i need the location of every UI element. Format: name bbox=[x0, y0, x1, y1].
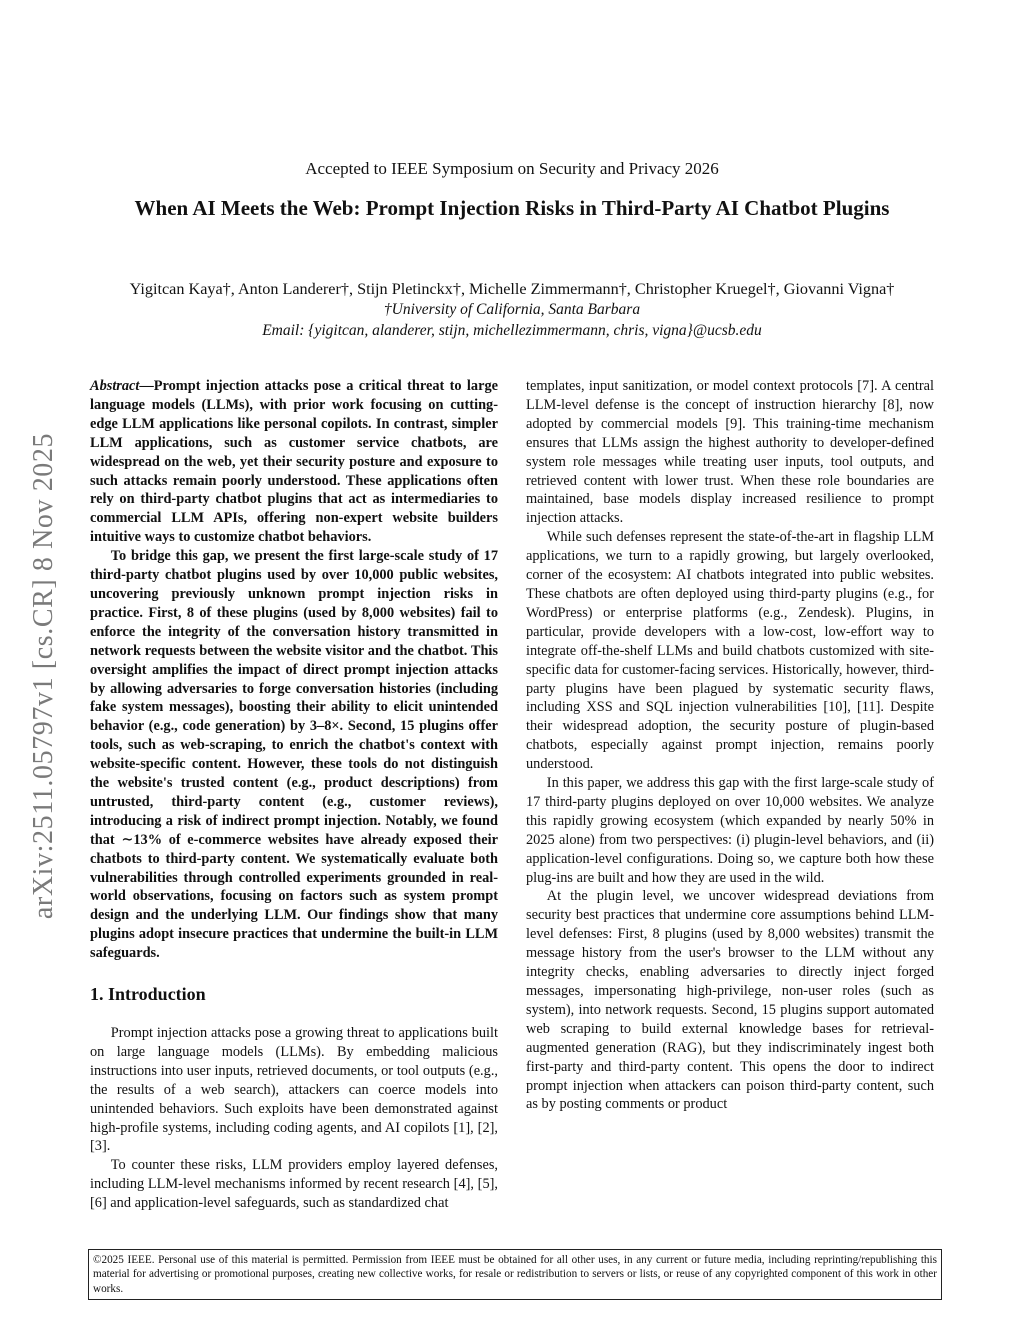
right-column bbox=[526, 377, 934, 1114]
arxiv-identifier: arXiv:2511.05797v1 [cs.CR] 8 Nov 2025 bbox=[28, 432, 59, 920]
section-heading-introduction: 1. Introduction bbox=[90, 984, 206, 1005]
intro-paragraph-3: While such defenses represent the state-of-the-art in flagship LLM applications, we turn to a rapidly growing, but largely overlooked, corner of the ecosystem: AI chatbots integrated into public websites. These chatbots are often deployed using third-party plugins (e.g., for WordPress) or enterprise platforms (e.g., Zendesk). Plugins, in particular, provide developers with a low-cost, low-effort way to integrate off-the-shelf LLMs and build chatbots customized with site-specific data for customer-facing services. Historically, however, third-party plugins have been plagued by systematic security flaws, including XSS and SQL injection vulnerabilities [10], [11]. Despite their widespread adoption, the security posture of plugin-based chatbots, especially against prompt injection, remains poorly understood. bbox=[526, 529, 934, 773]
intro-paragraph-5: At the plugin level, we uncover widespread deviations from security best practices that undermine core assumptions behind LLM-level defenses: First, 8 plugins (used by 8,000 websites) transmit the message history from the user's browser to the LLM without any integrity checks, enabling adversaries to directly inject forged messages, impersonating high-privilege, non-user roles (such as system), into network requests. Second, 15 plugins support automated web scraping to build external knowledge bases for retrieval-augmented generation (RAG), but they indiscriminately ingest both first-party and third-party content. This opens the door to indirect prompt injection when attackers can poison third-party content, such as by posting comments or product bbox=[526, 888, 934, 1113]
venue-line: Accepted to IEEE Symposium on Security and Privacy 2026 bbox=[305, 159, 719, 178]
left-column bbox=[90, 377, 498, 1213]
paper-title: When AI Meets the Web: Prompt Injection Risks in Third-Party AI Chatbot Plugins bbox=[134, 196, 890, 220]
abstract-text-1: —Prompt injection attacks pose a critical threat to large language models (LLMs), with prior work focusing on cutting-edge LLM applications like personal copilots. In contrast, simpler LLM applications, such as customer service chatbots, are widespread on the web, yet their security posture and exposure to such attacks remain poorly understood. These applications often rely on third-party chatbot plugins that act as intermediaries to commercial LLM APIs, offering non-expert website builders intuitive ways to customize chatbot behaviors. bbox=[90, 378, 498, 546]
intro-paragraph-1: Prompt injection attacks pose a growing threat to applications built on large language models (LLMs). By embedding malicious instructions into user inputs, retrieved documents, or tool outputs (e.g., the results of a web search), attackers can coerce models into unintended behaviors. Such exploits have been demonstrated against high-profile systems, including coding agents, and AI copilots [1], [2], [3]. bbox=[90, 1025, 498, 1155]
email-line: Email: {yigitcan, alanderer, stijn, michellezimmermann, chris, vigna}@ucsb.edu bbox=[262, 322, 762, 339]
abstract-label: Abstract bbox=[90, 378, 140, 394]
abstract-paragraph-2: To bridge this gap, we present the first large-scale study of 17 third-party chatbot plugins used by over 10,000 public websites, uncovering previously unknown prompt injection risks in practice. First, 8 of these plugins (used by 8,000 websites) fail to enforce the integrity of the conversation history transmitted in network requests between the website visitor and the chatbot. This oversight amplifies the impact of direct prompt injection attacks by allowing adversaries to forge conversation histories (including fake system messages), boosting their ability to elicit unintended behavior (e.g., code generation) by 3–8×. Second, 15 plugins offer tools, such as web-scraping, to enrich the chatbot's context with website-specific content. However, these tools do not distinguish the website's trusted content (e.g., product descriptions) from untrusted, third-party content (e.g., customer reviews), introducing a risk of indirect prompt injection. Notably, we found that ∼13% of e-commerce websites have already exposed their chatbots to third-party content. We systematically evaluate both vulnerabilities through controlled experiments grounded in real-world observations, focusing on factors such as system prompt design and the underlying LLM. Our findings show that many plugins adopt insecure practices that undermine the built-in LLM safeguards. bbox=[90, 548, 498, 962]
arxiv-sidebar bbox=[26, 378, 62, 974]
copyright-notice: ©2025 IEEE. Personal use of this material is permitted. Permission from IEEE must be obtained for all other uses, in any current or future media, including reprinting/republishing this material for advertising or promotional purposes, creating new collective works, for resale or redistribution to servers or lists, or reuse of any copyrighted component of this work in other works. bbox=[88, 1249, 942, 1300]
affiliation: †University of California, Santa Barbara bbox=[383, 301, 641, 318]
abstract-paragraph-1 bbox=[90, 377, 498, 547]
intro-paragraph-2: To counter these risks, LLM providers employ layered defenses, including LLM-level mechanisms informed by recent research [4], [5], [6] and application-level safeguards, such as standardized chat bbox=[90, 1157, 498, 1212]
intro-paragraph-4: In this paper, we address this gap with the first large-scale study of 17 third-party plugins deployed on over 10,000 websites. We analyze this rapidly growing ecosystem (which expanded by nearly 50% in 2025 alone) from two perspectives: (i) plugin-level behaviors, and (ii) application-level configurations. Doing so, we capture both how these plug-ins are built and how they are used in the wild. bbox=[526, 775, 934, 886]
intro-paragraph-2-continued: templates, input sanitization, or model context protocols [7]. A central LLM-level defense is the concept of instruction hierarchy [8], now adopted by commercial models [9]. This training-time mechanism ensures that LLMs assign the highest authority to developer-defined system role messages while treating user inputs, tool outputs, and retrieved content with lower trust. When these role boundaries are maintained, base models display increased resilience to prompt injection attacks. bbox=[526, 378, 934, 527]
author-list: Yigitcan Kaya†, Anton Landerer†, Stijn Pletinckx†, Michelle Zimmermann†, Christopher Kruegel†, Giovanni Vigna† bbox=[129, 280, 895, 298]
